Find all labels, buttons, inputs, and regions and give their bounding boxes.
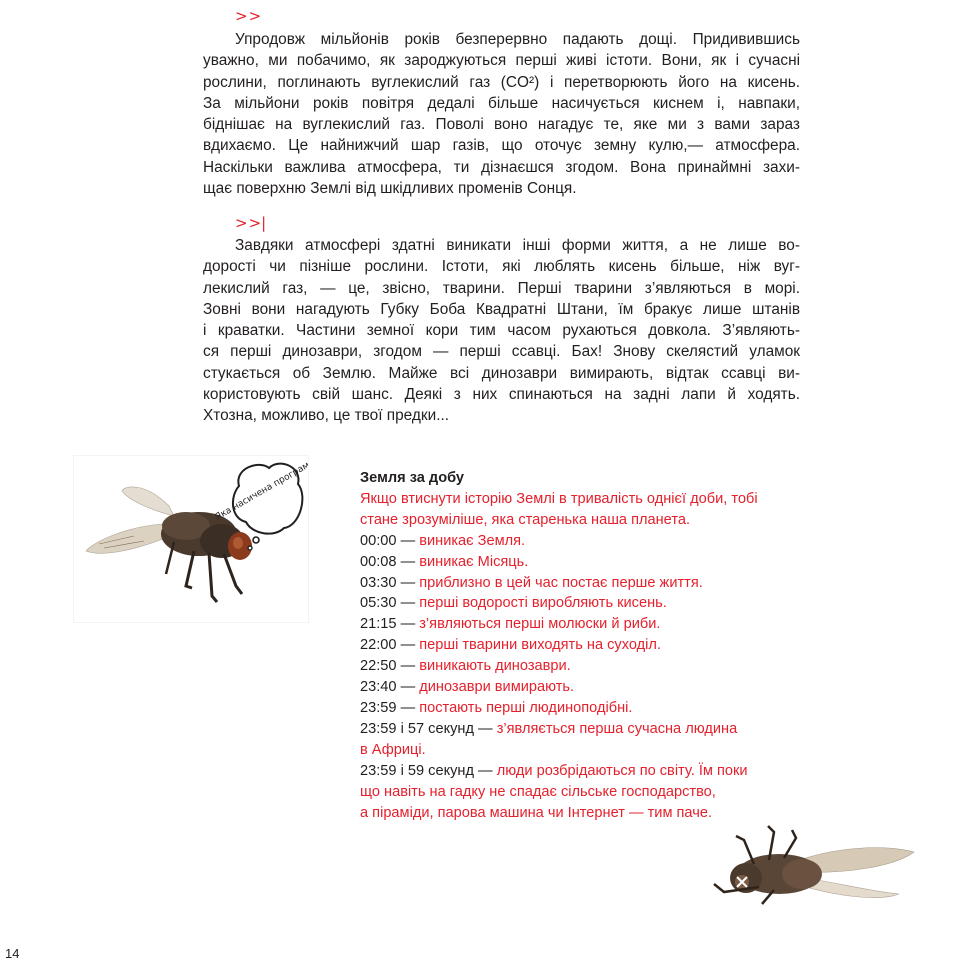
paragraph-1-line: біднішає на вуглекислий газ. Поволі воно нагадує те, яке ми з вами зараз	[203, 116, 800, 134]
paragraph-2-line: Завдяки атмосфері здатні виникати інші форми життя, а не лише во-	[235, 237, 800, 254]
event-time: 00:00 —	[360, 532, 416, 549]
section-marker-2	[235, 214, 267, 232]
timeline-event	[360, 656, 810, 677]
event-text: виникає Земля.	[419, 532, 526, 549]
paragraph-1	[203, 29, 800, 199]
timeline-event	[360, 635, 810, 656]
paragraph-2-line: і краватки. Частини земної кори тим часом рухаються довкола. З’являють-	[203, 322, 800, 340]
timeline-intro: Якщо втиснути історію Землі в тривалість однієї доби, тобі	[360, 490, 758, 507]
event-time: 23:59 і 59 секунд —	[360, 762, 493, 779]
event-text: перші тварини виходять на суходіл.	[419, 637, 661, 654]
speech-bubble-text: Яка насичена програма	[213, 457, 308, 523]
event-time: 23:59 і 57 секунд —	[360, 720, 493, 737]
paragraph-1-line: вдихаємо. Це найнижчий шар газів, що оточує земну кулю,— атмосфера.	[203, 137, 800, 155]
paragraph-1-line: уважно, ми побачимо, як зароджуються перші живі істоти. Вони, як і сучасні	[203, 52, 800, 70]
paragraph-1-line: щає поверхню Землі від шкідливих променів Сонця.	[203, 180, 577, 198]
event-text: виникає Місяць.	[419, 553, 529, 570]
dead-fly-icon	[684, 822, 968, 914]
timeline-event	[360, 573, 810, 594]
timeline-intro: стане зрозуміліше, яка старенька наша планета.	[360, 511, 691, 528]
event-time: 00:08 —	[360, 553, 416, 570]
paragraph-1-line: Упродовж мільйонів років безперервно падають дощі. Придивившись	[235, 31, 800, 48]
event-text: перші водорості виробляють кисень.	[419, 595, 667, 612]
event-text: приблизно в цей час постає перше життя.	[419, 574, 703, 591]
timeline-event	[360, 698, 810, 719]
paragraph-2-line: Хтозна, можливо, це твої предки...	[203, 407, 450, 425]
paragraph-2-line: Зовні вони нагадують Губку Боба Квадратні Штани, їм бракує лише штанів	[203, 300, 800, 318]
event-time: 03:30 —	[360, 574, 416, 591]
timeline-event	[360, 614, 810, 635]
paragraph-2-line: дорості чи пізніше рослини. Істоти, які люблять кисень більше, ніж вуг-	[203, 258, 800, 276]
timeline-box	[360, 468, 810, 823]
timeline-title: Земля за добу	[360, 470, 465, 486]
event-time: 22:00 —	[360, 637, 416, 654]
timeline-event	[360, 552, 810, 573]
event-time: 23:40 —	[360, 679, 416, 696]
event-time: 05:30 —	[360, 595, 416, 612]
paragraph-1-line: рослини, поглинають вуглекислий газ (CO²) і перетворюють його на кисень.	[203, 73, 800, 91]
event-text: динозаври вимирають.	[419, 679, 575, 696]
event-text: з’являються перші молюски й риби.	[419, 616, 661, 633]
event-text-continued: а піраміди, парова машина чи Інтернет — тим паче.	[360, 804, 713, 821]
paragraph-2-line: користовують свій шанс. Деякі з них спинаються на задні лапи й ходять.	[203, 386, 800, 404]
paragraph-2	[203, 235, 800, 427]
timeline-event	[360, 531, 810, 552]
fly-illustration	[74, 456, 308, 622]
paragraph-2-line: ся перші динозаври, згодом — перші ссавці. Бах! Знову скелястий уламок	[203, 343, 800, 361]
paragraph-1-line: За мільйони років повітря дедалі більше насичується киснем і, навпаки,	[203, 94, 800, 112]
section-marker-2-text: >>	[235, 214, 263, 232]
event-time: 23:59 —	[360, 699, 416, 716]
dead-fly-illustration	[684, 822, 968, 914]
paragraph-2-line: лекислий газ, — це, звісно, тварини. Перші тварини з’являються в морі.	[203, 279, 800, 297]
timeline-event	[360, 593, 810, 614]
paragraph-2-line: стукається об Землю. Майже всі динозаври вимирають, відтак ссавці ви-	[203, 364, 800, 382]
event-text-continued: що навіть на гадку не спадає сільське господарство,	[360, 783, 716, 800]
event-text: виникають динозаври.	[419, 658, 571, 675]
text-cursor-icon: |	[261, 214, 268, 232]
event-text-continued: в Африці.	[360, 741, 426, 758]
paragraph-1-line: Наскільки важлива атмосфера, ти дізнаєшся згодом. Вона принаймні захи-	[203, 158, 800, 176]
timeline-event	[360, 719, 810, 740]
section-marker-1: >>	[235, 7, 263, 25]
fly-icon	[74, 456, 308, 622]
event-text: з’являється перша сучасна людина	[496, 720, 738, 737]
timeline-event	[360, 761, 810, 782]
timeline-event	[360, 677, 810, 698]
event-time: 21:15 —	[360, 616, 416, 633]
event-text: люди розбрідаються по світу. Їм поки	[496, 762, 748, 779]
event-time: 22:50 —	[360, 658, 416, 675]
event-text: постають перші людиноподібні.	[419, 699, 633, 716]
page-number: 14	[5, 946, 20, 961]
